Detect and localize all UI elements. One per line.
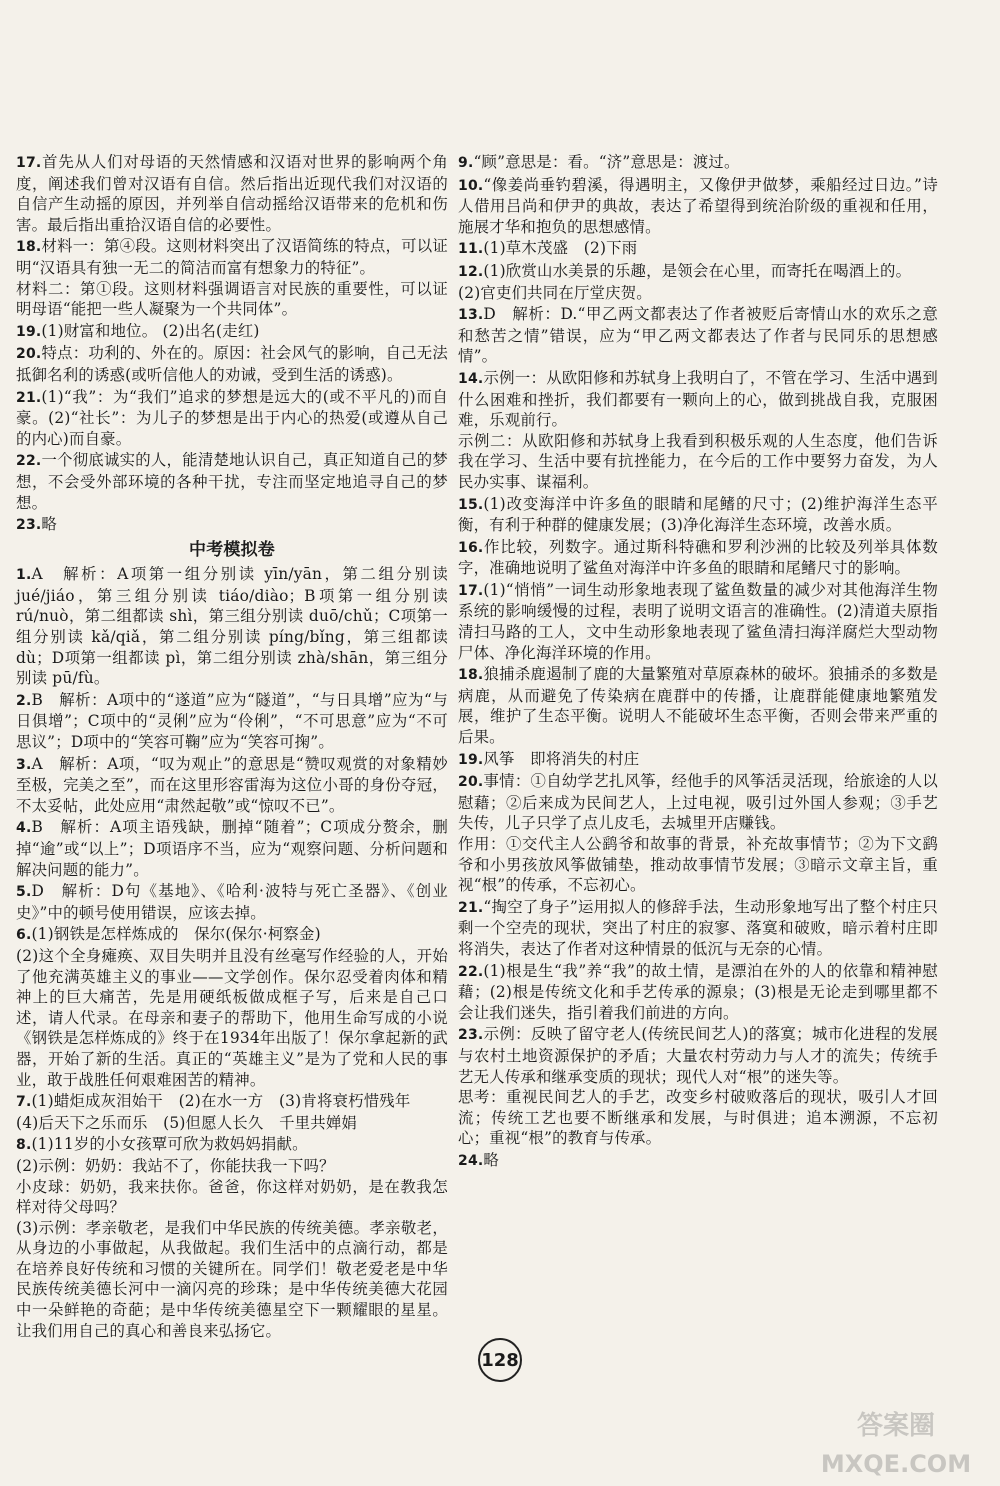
answer-item <box>16 321 448 343</box>
answer-text: A 解析：A项第一组分别读 yīn/yān，第二组分别读 jué/jiáo，第三组分别读 tiáo/diào；B项第一组分别读 rú/nuò，第二组都读 shì，第三组分别读 duō/chǔ；C项第一组分别读 kǎ/qiǎ，第二组分别读 píng/bǐng，第三组都读 dù；D项第一组都读 pì，第二组分别读 zhà/shān，第三组分别读 pū/fù。 <box>16 565 448 688</box>
answer-item <box>458 961 938 1024</box>
left-column <box>16 152 448 1342</box>
answer-number: 15. <box>458 496 484 513</box>
answer-text: 示例：反映了留守老人(传统民间艺人)的落寞；城市化进程的发展与农村土地资源保护的矛盾；大量农村劳动力与人才的流失；传统手艺无人传承和继承变质的现状；现代人对“根”的迷失等。 思考：重视民间艺人的手艺，改变乡村破败落后的现状，吸引人才回流；传统工艺也要不断继承和发展，与时俱进；追本溯源，不忘初心；重视“根”的教育与传承。 <box>458 1025 938 1148</box>
answer-number: 4. <box>16 820 32 837</box>
answer-text: 事情：①自幼学艺扎风筝，经他手的风筝活灵活现，给旅途的人以慰藉；②后来成为民间艺人，上过电视，吸引过外国人参观；③手艺失传，儿子只学了点儿皮毛，去城里开店赚钱。 作用：①交代主人公鹞爷和故事的背景，补充故事情节；②为下文鹞爷和小男孩放风筝做铺垫，推动故事情节发展；③暗示文章主旨，重视“根”的传承，不忘初心。 <box>458 772 938 895</box>
answer-item <box>458 771 938 896</box>
answer-item <box>458 1024 938 1149</box>
answer-text: “顾”意思是：看。“济”意思是：渡过。 <box>473 153 740 171</box>
answer-number: 11. <box>458 241 484 258</box>
answer-item <box>16 924 448 1090</box>
page-number: 128 <box>478 1338 522 1382</box>
answer-number: 19. <box>16 323 42 340</box>
answer-item <box>458 152 938 174</box>
previous-test-answers <box>16 152 448 536</box>
answer-text: (1)钢铁是怎样炼成的 保尔(保尔·柯察金) (2)这个全身瘫痪、双目失明并且没有丝毫写作经验的人，开始了他充满英雄主义的事业——文学创作。保尔忍受着肉体和精神上的巨大痛苦，先是用硬纸板做成框子写，后来是自己口述，请人代录。在母亲和妻子的帮助下，他用生命写成的小说《钢铁是怎样炼成的》终于在1934年出版了！保尔拿起新的武器，开始了新的生活。真正的“英雄主义”是为了党和人民的事业，敢于战胜任何艰难困苦的精神。 <box>16 925 448 1089</box>
answer-text: 首先从人们对母语的天然情感和汉语对世界的影响两个角度，阐述我们曾对汉语有自信。然后指出近现代我们对汉语的自信产生动摇的原因，并列举自信动摇给汉语带来的危机和伤害。最后指出重拾汉语自信的必要性。 <box>16 153 448 234</box>
answer-item <box>458 261 938 303</box>
right-column <box>458 152 938 1173</box>
answer-item <box>16 817 448 880</box>
answer-number: 3. <box>16 756 32 773</box>
answer-text: (1)“悄悄”一词生动形象地表现了鲨鱼数量的减少对其他海洋生物系统的影响缓慢的过程，表明了说明文语言的准确性。(2)清道夫原指清扫马路的工人，文中生动形象地表现了鲨鱼清扫海洋腐烂大型动物尸体、净化海洋环境的作用。 <box>458 580 938 662</box>
answer-number: 23. <box>16 517 42 534</box>
answer-item <box>458 368 938 493</box>
answer-text: 作比较，列数字。通过斯科特礁和罗利沙洲的比较及列举具体数字，准确地说明了鲨鱼对海洋中许多鱼的眼睛和尾鳍尺寸的影响。 <box>458 537 938 578</box>
answer-text: B 解析：A项主语残缺，删掉“随着”；C项成分赘余，删掉“逾”或“以上”；D项语序不当，应为“观察问题、分析问题和解决问题的能力”。 <box>16 818 448 879</box>
answer-number: 19. <box>458 751 484 768</box>
answer-number: 9. <box>458 155 474 171</box>
answer-text: 略 <box>41 515 57 534</box>
answer-text: 材料一：第④段。这则材料突出了汉语简练的特点，可以证明“汉语具有独一无二的简洁而富有想象力的特征”。 材料二：第①段。这则材料强调语言对民族的重要性，可以证明母语“能把一些人凝聚为一个共同体”。 <box>16 237 448 319</box>
mock-exam-answers-part1 <box>16 564 448 1341</box>
answer-item <box>16 881 448 923</box>
answer-number: 21. <box>458 899 484 916</box>
answer-number: 17. <box>458 582 484 599</box>
answer-item <box>16 450 448 513</box>
answer-item <box>458 238 938 260</box>
watermark-line2: MXQE.COM <box>820 1450 972 1478</box>
answer-number: 1. <box>16 567 32 584</box>
answer-item <box>16 690 448 753</box>
answer-item <box>16 1134 448 1341</box>
answer-item <box>16 1091 448 1133</box>
answer-number: 5. <box>16 884 32 901</box>
answer-text: D 解析：D.“甲乙两文都表达了作者被贬后寄情山水的欢乐之意和愁苦之情”错误，应为“甲乙两文都表达了作者与民同乐的思想感情”。 <box>458 305 938 366</box>
answer-text: 一个彻底诚实的人，能清楚地认识自己，真正知道自己的梦想，不会受外部环境的各种干扰，专注而坚定地追寻自己的梦想。 <box>16 451 448 512</box>
answer-item <box>458 175 938 238</box>
answer-item <box>458 537 938 579</box>
answer-number: 2. <box>16 692 32 709</box>
answer-number: 12. <box>458 263 484 280</box>
answer-item <box>16 152 448 235</box>
answer-text: (1)根是生“我”养“我”的故土情，是漂泊在外的人的依靠和精神慰藉；(2)根是传统文化和手艺传承的源泉；(3)根是无论走到哪里都不会让我们迷失，指引着我们前进的方向。 <box>458 961 938 1022</box>
answer-text: (1)财富和地位。 (2)出名(走红) <box>41 321 260 340</box>
answer-text: 风筝 即将消失的村庄 <box>483 749 640 768</box>
answer-text: (1)蜡炬成灰泪始干 (2)在水一方 (3)肯将衰朽惜残年 (4)后天下之乐而乐 (5)但愿人长久 千里共婵娟 <box>16 1092 411 1132</box>
section-title: 中考模拟卷 <box>189 539 275 560</box>
answer-item <box>458 1150 938 1172</box>
answer-number: 8. <box>16 1137 32 1154</box>
answer-item <box>458 580 938 663</box>
answer-item <box>16 754 448 817</box>
answer-number: 16. <box>458 539 484 556</box>
answer-item <box>16 236 448 319</box>
answer-number: 17. <box>16 155 42 171</box>
answer-number: 18. <box>458 667 484 684</box>
answer-text: B 解析：A项中的“遂道”应为“隧道”，“与日具增”应为“与日俱增”；C项中的“灵俐”应为“伶俐”，“不可思意”应为“不可思议”；D项中的“笑容可鞠”应为“笑容可掬”。 <box>16 690 448 752</box>
answer-text: “像姜尚垂钓碧溪，得遇明主，又像伊尹做梦，乘船经过日边。”诗人借用吕尚和伊尹的典故，表达了希望得到统治阶级的重视和任用，施展才华和抱负的思想感情。 <box>458 175 938 236</box>
mock-exam-answers-part2 <box>458 152 938 1172</box>
answer-item <box>458 664 938 747</box>
answer-number: 23. <box>458 1027 484 1044</box>
answer-number: 20. <box>16 346 42 363</box>
answer-number: 20. <box>458 774 484 791</box>
watermark-line1: 答案圈 <box>856 1411 936 1441</box>
answer-number: 6. <box>16 927 32 944</box>
answer-text: 特点：功利的、外在的。原因：社会风气的影响，自己无法抵御名利的诱惑(或听信他人的劝诫，受到生活的诱惑)。 <box>16 344 448 384</box>
answer-text: (1)草木茂盛 (2)下雨 <box>483 239 638 258</box>
answer-text: “掏空了身子”运用拟人的修辞手法，生动形象地写出了整个村庄只剩一个空壳的现状，突出了村庄的寂寥、落寞和破败，暗示着村庄即将消失，表达了作者对这种情景的低沉与无奈的心情。 <box>458 897 938 958</box>
answer-number: 13. <box>458 307 484 324</box>
answer-item <box>458 749 938 771</box>
answer-text: 示例一：从欧阳修和苏轼身上我明白了，不管在学习、生活中遇到什么困难和挫折，我们都要有一颗向上的心，做到挑战自我，克服困难，乐观前行。 示例二：从欧阳修和苏轼身上我看到积极乐观的人生态度，他们告诉我在学习、生活中要有抗挫能力，在今后的工作中要努力奋发，为人民办实事、谋福利。 <box>458 368 938 491</box>
answer-number: 18. <box>16 239 42 256</box>
answer-text: (1)11岁的小女孩覃可欣为救妈妈捐献。 (2)示例：奶奶：我站不了，你能扶我一下吗？ 小皮球：奶奶，我来扶你。爸爸，你这样对奶奶，是在教我怎样对待父母吗？ (3)示例：孝亲敬老，是我们中华民族的传统美德。孝亲敬老，从身边的小事做起，从我做起。我们生活中的点滴行动，都是在培养良好传统和习惯的关键所在。同学们！敬老爱老是中华民族传统美德长河中一滴闪亮的珍珠；是中华传统美德大花园中一朵鲜艳的奇葩；是中华传统美德星空下一颗耀眼的星星。让我们用自己的真心和善良来弘扬它。 <box>16 1135 448 1340</box>
answer-text: A 解析：A项，“叹为观止”的意思是“赞叹观赏的对象精妙至极，完美之至”，而在这里形容雷海为这位小哥的身份夺冠，不太妥帖，此处应用“肃然起敬”或“惊叹不已”。 <box>16 754 448 815</box>
answer-item <box>458 897 938 960</box>
answer-text: 狼捕杀鹿遏制了鹿的大量繁殖对草原森林的破坏。狼捕杀的多数是病鹿，从而避免了传染病在鹿群中的传播，让鹿群能健康地繁殖发展，维护了生态平衡。说明人不能破坏生态平衡，否则会带来严重的后果。 <box>458 665 938 747</box>
answer-number: 24. <box>458 1152 484 1169</box>
answer-text: (1)“我”：为“我们”追求的梦想是远大的(或不平凡的)而自豪。(2)“社长”：为儿子的梦想是出于内心的热爱(或遵从自己的内心)而自豪。 <box>16 387 448 448</box>
answer-item <box>458 304 938 367</box>
answer-number: 22. <box>458 963 484 980</box>
answer-text: (1)改变海洋中许多鱼的眼睛和尾鳍的尺寸；(2)维护海洋生态平衡，有利于种群的健康发展；(3)净化海洋生态环境，改善水质。 <box>458 494 938 535</box>
answer-item <box>16 564 448 689</box>
answer-number: 21. <box>16 389 42 406</box>
answer-number: 10. <box>458 177 484 194</box>
answer-text: 略 <box>483 1150 499 1169</box>
answer-item <box>458 494 938 536</box>
answer-number: 22. <box>16 453 42 470</box>
watermark-logo <box>800 1398 992 1484</box>
answer-item <box>16 343 448 385</box>
answer-text: D 解析：D句《基地》、《哈利·波特与死亡圣器》、《创业史》”中的顿号使用错误，应该去掉。 <box>16 882 448 922</box>
answer-item <box>16 387 448 450</box>
answer-number: 14. <box>458 370 484 387</box>
answer-item <box>16 514 448 536</box>
answer-number: 7. <box>16 1094 32 1111</box>
answer-text: (1)欣赏山水美景的乐趣，是领会在心里，而寄托在喝酒上的。 (2)官吏们共同在厅堂庆贺。 <box>458 261 912 302</box>
